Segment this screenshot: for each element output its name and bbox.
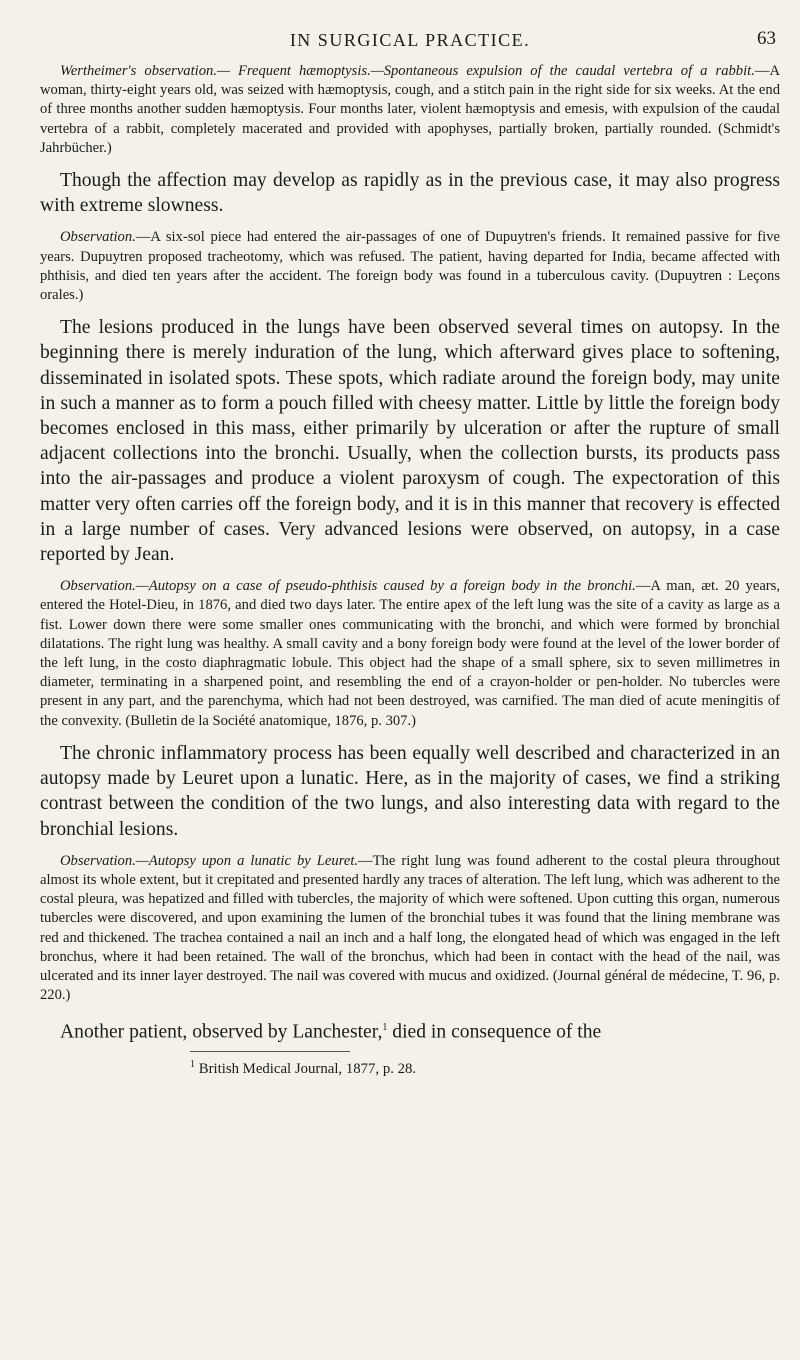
page-header xyxy=(40,28,780,62)
running-head: IN SURGICAL PRACTICE. xyxy=(289,30,531,50)
paragraph-text: The lesions produced in the lungs have been observed several times on autopsy. In the beginning there is merely induration of the lung, which afterward gives place to softening, disseminated in isolated spots. These spots, which radiate around the foreign body, may unite in such a manner as to form a pouch filled with cheesy matter. Little by little the foreign body becomes enclosed in this mass, either primarily by ulceration or after the rupture of small adjacent collections into the bronchi. Usually, when the collection bursts, its products pass into the air-passages and produce a violent paroxysm of cough. The expectoration of this matter very often carries off the foreign body, and it is in this manner that recovery is effected in a large number of cases. Very advanced lesions were observed, on autopsy, in a case reported by Jean. xyxy=(40,317,780,566)
observation-title: Wertheimer's observation.— Frequent hæmoptysis.—Spontaneous expulsion of the caudal vertebra of a rabbit. xyxy=(60,63,755,79)
paragraph-text: —A six-sol piece had entered the air-passages of one of Dupuytren's friends. It remained passive for five years. Dupuytren proposed tracheotomy, which was refused. The patient, having departed for India, became affected with phthisis, and died ten years after the accident. The foreign body was found in a tuberculous cavity. (Dupuytren : Leçons orales.) xyxy=(40,229,780,304)
footnote xyxy=(40,1056,780,1078)
observation-title: Observation. xyxy=(60,229,136,246)
observation-paragraph xyxy=(40,62,780,158)
footnote-text: British Medical Journal, 1877, p. 28. xyxy=(195,1060,417,1077)
paragraph-text: Though the affection may develop as rapidly as in the previous case, it may also progress with extreme slowness. xyxy=(40,170,780,217)
book-page xyxy=(40,28,780,1078)
footnote-mark: 1 xyxy=(190,1059,195,1071)
paragraph-text: —A man, æt. 20 years, entered the Hotel-Dieu, in 1876, and died two days later. The entire apex of the left lung was the site of a cavity as large as a fist. Lower down there were some smaller ones communicating with the bronchi, and which were formed by bronchial dilatations. The right lung was healthy. A small cavity and a bony foreign body were found at the level of the lower border of the left lung, in the costo diaphragmatic lobule. This object had the shape of a small sphere, six to seven millimetres in diameter, terminating in a sharpened point, and resembling the end of a crayon-holder or pen-holder. No tubercles were present in any part, and the parenchyma, which had not been destroyed, was carnified. The man died of acute meningitis of the convexity. (Bulletin de la Société anatomique, 1876, p. 307.) xyxy=(40,578,780,729)
paragraph-text: The chronic inflammatory process has been equally well described and characterized in an autopsy made by Leuret upon a lunatic. Here, as in the majority of cases, we find a striking contrast between the condition of the two lungs, and also interesting data with regard to the bronchial lesions. xyxy=(40,742,780,840)
observation-paragraph xyxy=(40,852,780,1006)
footnote-ref: 1 xyxy=(382,1022,388,1034)
final-paragraph-text: Another patient, observed by Lanchester, xyxy=(60,1021,383,1043)
paragraph-text: —A woman, thirty-eight years old, was seized with hæmoptysis, cough, and a stitch pain in the right side for six weeks. At the end of three months another sudden hæmoptysis. Four months later, violent hæmoptysis and emesis, with expulsion of the caudal vertebra of a rabbit, completely macerated and provided with apophyses, partially broken, partially rounded. (Schmidt's Jahrbücher.) xyxy=(40,63,780,156)
observation-title: Observation.—Autopsy on a case of pseudo-phthisis caused by a foreign body in the bronchi. xyxy=(60,578,636,595)
final-paragraph xyxy=(40,1015,780,1045)
body-text xyxy=(40,62,780,1005)
body-paragraph xyxy=(40,315,780,567)
observation-paragraph xyxy=(40,228,780,305)
page-number: 63 xyxy=(757,28,776,49)
observation-paragraph xyxy=(40,577,780,731)
final-paragraph-text-after: died in consequence of the xyxy=(387,1021,602,1043)
paragraph-text: —The right lung was found adherent to the costal pleura throughout almost its whole extent, but it crepitated and presented hardly any traces of alteration. The left lung, which was adherent to the costal pleura, was hepatized and filled with tubercles, the majority of which were softened. Upon cutting this organ, numerous tubercles were discovered, and upon examining the lumen of the bronchial tubes it was found that the lining membrane was red and thickened. The trachea contained a nail an inch and a half long, the elongated head of which was engaged in the left bronchus, where it had been retained. The wall of the bronchus, which had been in contact with the head of the nail, was ulcerated and its inner layer destroyed. The nail was covered with mucus and oxidized. (Journal général de médecine, T. 96, p. 220.) xyxy=(40,852,780,1004)
footnote-divider xyxy=(190,1051,350,1052)
body-paragraph xyxy=(40,168,780,218)
body-paragraph xyxy=(40,741,780,842)
observation-title: Observation.—Autopsy upon a lunatic by Leuret. xyxy=(60,852,359,869)
